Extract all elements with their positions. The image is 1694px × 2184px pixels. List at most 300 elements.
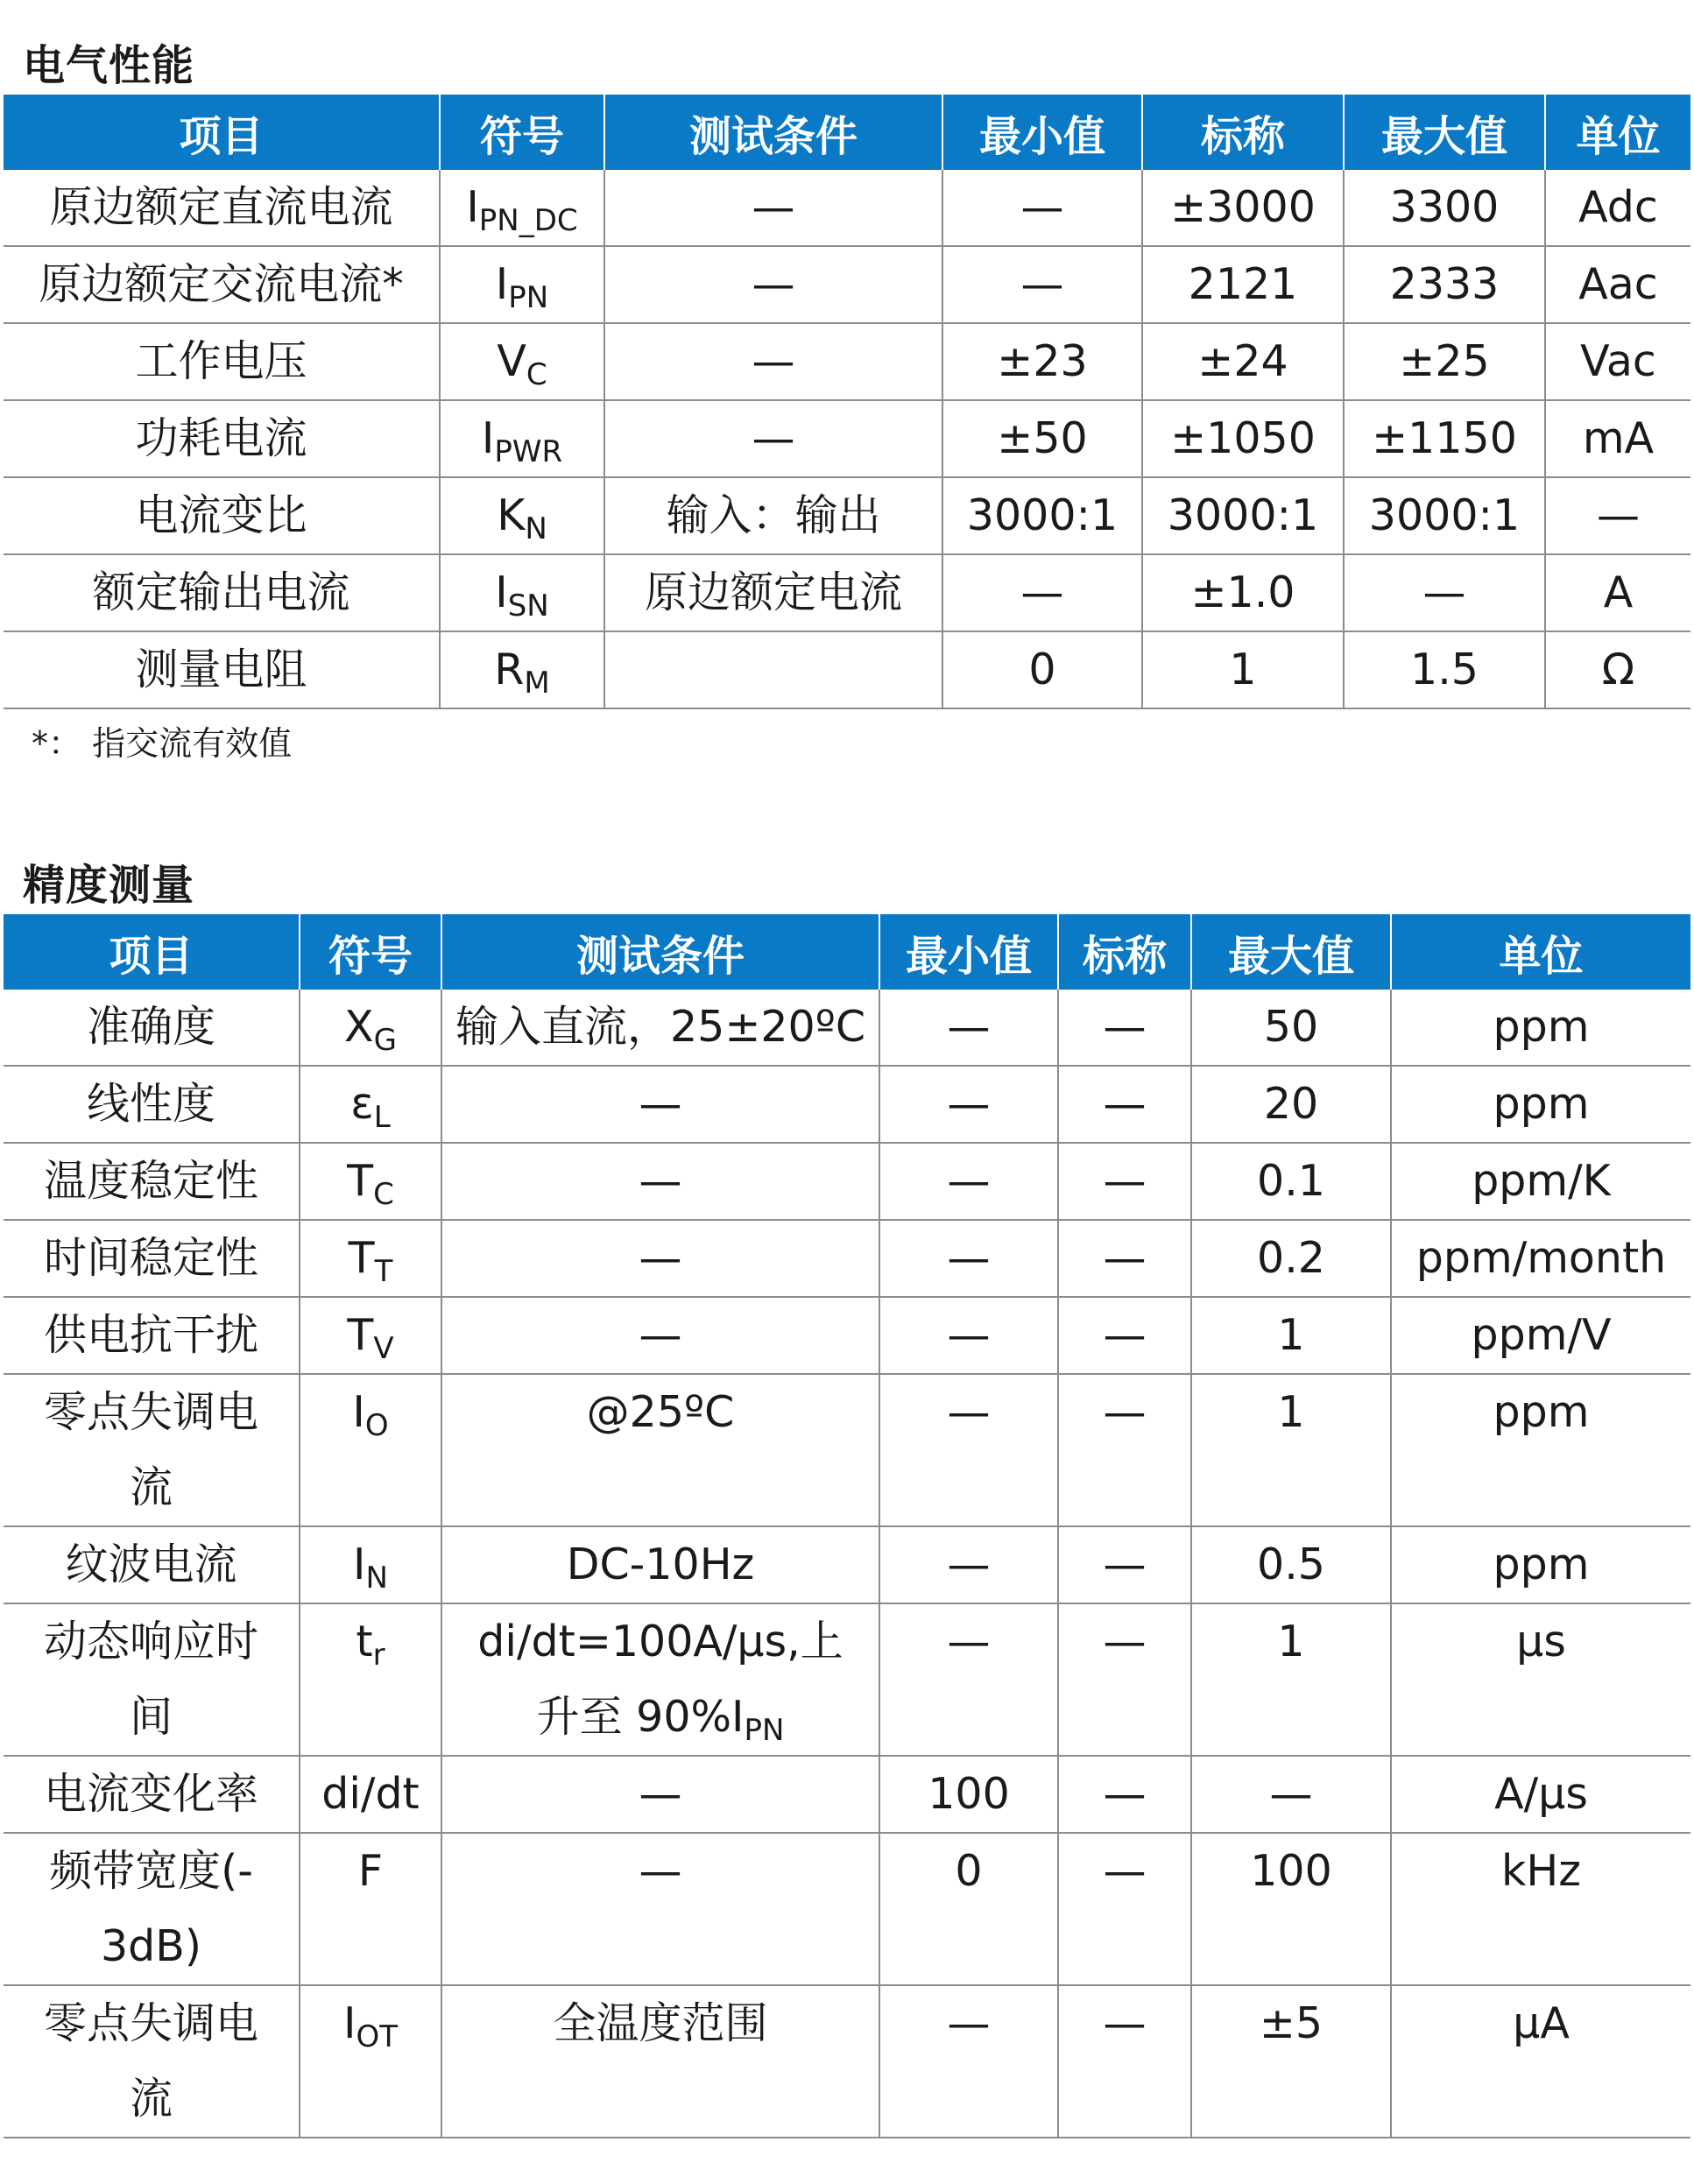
table-row [4, 1297, 1690, 1374]
cell-max [1191, 1526, 1391, 1603]
cell-condition [441, 1526, 879, 1603]
cell-unit [1545, 400, 1690, 477]
symbol-subscript: C [373, 1177, 394, 1212]
cell-item [4, 1603, 300, 1756]
cell-nominal-text: 1 [1229, 645, 1257, 694]
cell-nominal [1058, 1985, 1191, 2138]
cell-item [4, 1833, 300, 1985]
symbol-subscript: N [525, 511, 547, 546]
symbol-subscript: PN_DC [478, 203, 578, 238]
cell-unit [1391, 1603, 1690, 1756]
symbol-main: T [348, 1233, 375, 1283]
cell-nominal [1058, 1833, 1191, 1985]
symbol-subscript: O [364, 1408, 389, 1443]
cell-symbol [300, 1297, 441, 1374]
cell-condition-text: — [752, 259, 795, 309]
cell-unit-text: Adc [1578, 182, 1658, 232]
cell-condition [441, 1066, 879, 1143]
cell-condition-text: 输入直流，25±20ºC [455, 1002, 866, 1052]
header-max: 最大值 [1191, 914, 1391, 990]
cell-nominal [1058, 1143, 1191, 1220]
header-min: 最小值 [942, 95, 1142, 170]
cell-unit [1545, 477, 1690, 554]
symbol-main: X [344, 1002, 374, 1052]
cell-nominal-text: 2121 [1188, 259, 1298, 309]
cell-item-text: 温度稳定性 [43, 1156, 258, 1206]
cell-nominal-text: ±24 [1197, 336, 1288, 386]
cell-symbol [300, 1066, 441, 1143]
cell-item-text: 准确度 [86, 1002, 215, 1052]
cell-item-text: 零点失调电流 [43, 1998, 258, 2124]
cell-symbol [440, 246, 604, 323]
symbol-main: t [356, 1617, 373, 1666]
cell-min-text: — [1020, 182, 1064, 232]
symbol-subscript: N [365, 1561, 388, 1596]
symbol-subscript: r [372, 1638, 385, 1673]
cell-min-text: 0 [1028, 645, 1056, 694]
cell-item [4, 990, 300, 1066]
cell-min [879, 1374, 1058, 1526]
cell-item [4, 246, 440, 323]
precision-table [4, 914, 1690, 2138]
cell-symbol [440, 554, 604, 631]
cell-condition-text: — [752, 182, 795, 232]
cell-nominal [1058, 1066, 1191, 1143]
cell-item-text: 电流变比 [135, 490, 307, 540]
cell-item-text: 功耗电流 [135, 413, 307, 463]
cell-min [942, 170, 1142, 246]
cell-min [942, 554, 1142, 631]
cell-nominal-text: — [1103, 1002, 1147, 1052]
cell-symbol [440, 477, 604, 554]
cell-min [879, 1985, 1058, 2138]
cell-min-text: — [947, 1079, 991, 1129]
symbol-subscript: OT [356, 2019, 398, 2054]
table-row [4, 323, 1690, 400]
cell-condition-text: @25ºC [586, 1387, 735, 1437]
symbol-main: V [497, 336, 526, 386]
header-nominal: 标称 [1142, 95, 1344, 170]
symbol-subscript: M [524, 666, 550, 701]
cell-nominal [1142, 631, 1344, 708]
cell-max-text: 0.2 [1257, 1233, 1325, 1283]
table-row [4, 1220, 1690, 1297]
cell-item [4, 554, 440, 631]
cell-condition [441, 1985, 879, 2138]
cell-unit-text: mA [1582, 413, 1655, 463]
cell-condition [441, 1833, 879, 1985]
cell-min-text: — [947, 1387, 991, 1437]
condition-subscript: PN [744, 1713, 785, 1748]
cell-min [942, 400, 1142, 477]
header-condition: 测试条件 [441, 914, 879, 990]
cell-max-text: 100 [1250, 1846, 1332, 1896]
cell-nominal-text: — [1103, 1079, 1147, 1129]
cell-unit-text: ppm [1493, 1079, 1590, 1129]
cell-min [942, 246, 1142, 323]
cell-item [4, 1374, 300, 1526]
cell-condition-text: — [639, 1233, 682, 1283]
cell-nominal-text: — [1103, 1617, 1147, 1666]
cell-min-text: ±23 [997, 336, 1088, 386]
cell-condition-text: — [639, 1769, 682, 1819]
cell-nominal [1058, 1297, 1191, 1374]
cell-item [4, 170, 440, 246]
cell-nominal [1142, 246, 1344, 323]
table-row [4, 631, 1690, 708]
cell-unit-text: μA [1513, 1998, 1570, 2048]
cell-unit [1391, 1143, 1690, 1220]
symbol-subscript: PWR [494, 434, 563, 469]
electrical-section-title: 电气性能 [23, 41, 195, 90]
header-item: 项目 [4, 95, 440, 170]
cell-item-text: 动态响应时间 [43, 1617, 258, 1742]
symbol-main: F [357, 1846, 384, 1896]
cell-nominal [1142, 323, 1344, 400]
cell-condition [441, 990, 879, 1066]
header-max: 最大值 [1344, 95, 1545, 170]
cell-condition-text: — [752, 336, 795, 386]
cell-condition [441, 1374, 879, 1526]
cell-min-text: 0 [955, 1846, 983, 1896]
cell-nominal [1058, 1603, 1191, 1756]
cell-unit-text: A/μs [1494, 1769, 1588, 1819]
cell-nominal-text: — [1103, 1233, 1147, 1283]
cell-min-text: — [947, 1539, 991, 1589]
cell-item [4, 631, 440, 708]
cell-nominal [1058, 1526, 1191, 1603]
cell-unit [1545, 554, 1690, 631]
cell-max-text: 1 [1277, 1310, 1305, 1360]
cell-item [4, 323, 440, 400]
cell-min-text: — [947, 1002, 991, 1052]
symbol-main: R [494, 645, 525, 694]
cell-min [879, 1603, 1058, 1756]
cell-max [1344, 631, 1545, 708]
symbol-subscript: L [373, 1100, 391, 1135]
cell-nominal-text: — [1103, 1387, 1147, 1437]
table-row [4, 1526, 1690, 1603]
cell-min [879, 1833, 1058, 1985]
cell-max [1344, 477, 1545, 554]
cell-max-text: 1 [1277, 1617, 1305, 1666]
cell-max-text: 20 [1263, 1079, 1319, 1129]
cell-unit [1545, 246, 1690, 323]
cell-max-text: ±25 [1399, 336, 1490, 386]
cell-min-text: — [947, 1233, 991, 1283]
cell-min-text: ±50 [997, 413, 1088, 463]
header-unit: 单位 [1391, 914, 1690, 990]
cell-min-text: — [947, 1998, 991, 2048]
cell-item-text: 额定输出电流 [92, 567, 350, 617]
precision-section-title: 精度测量 [23, 861, 195, 910]
cell-unit [1391, 990, 1690, 1066]
cell-unit [1391, 1756, 1690, 1833]
cell-unit-text: ppm [1493, 1002, 1590, 1052]
cell-item-text: 测量电阻 [135, 645, 307, 694]
cell-condition [441, 1143, 879, 1220]
cell-nominal [1058, 990, 1191, 1066]
cell-unit-text: A [1603, 567, 1634, 617]
cell-nominal-text: — [1103, 1998, 1147, 2048]
cell-nominal [1058, 1220, 1191, 1297]
header-condition: 测试条件 [604, 95, 942, 170]
cell-max-text: — [1269, 1769, 1313, 1819]
cell-symbol [300, 1756, 441, 1833]
cell-condition [604, 631, 942, 708]
cell-unit-text: Ω [1601, 645, 1635, 694]
symbol-main: I [343, 1998, 356, 2048]
symbol-main: I [495, 259, 509, 309]
cell-condition-text: di/dt=100A/μs,上升至 90%I [477, 1617, 843, 1742]
cell-nominal-text: 3000:1 [1167, 490, 1319, 540]
cell-unit [1391, 1985, 1690, 2138]
cell-item-text: 工作电压 [135, 336, 307, 386]
cell-unit-text: Vac [1580, 336, 1656, 386]
symbol-main: I [353, 1539, 366, 1589]
cell-item-text: 线性度 [86, 1079, 215, 1129]
cell-item-text: 纹波电流 [65, 1539, 237, 1589]
cell-condition-text: — [639, 1846, 682, 1896]
cell-max [1191, 990, 1391, 1066]
cell-item-text: 原边额定直流电流 [49, 182, 393, 232]
cell-item-text: 零点失调电流 [43, 1387, 258, 1512]
cell-unit [1391, 1220, 1690, 1297]
cell-max [1191, 1297, 1391, 1374]
table-row [4, 1833, 1690, 1985]
cell-max [1344, 400, 1545, 477]
symbol-main: I [466, 182, 479, 232]
cell-condition-text: — [639, 1156, 682, 1206]
header-min: 最小值 [879, 914, 1058, 990]
cell-max [1344, 170, 1545, 246]
header-item: 项目 [4, 914, 300, 990]
cell-nominal-text: — [1103, 1769, 1147, 1819]
cell-nominal-text: ±1050 [1170, 413, 1316, 463]
cell-symbol [300, 990, 441, 1066]
cell-item-text: 时间稳定性 [43, 1233, 258, 1283]
cell-min [942, 477, 1142, 554]
symbol-subscript: SN [507, 588, 549, 623]
cell-condition-text: 全温度范围 [553, 1998, 768, 2048]
cell-nominal [1142, 477, 1344, 554]
cell-condition [604, 170, 942, 246]
cell-min-text: 100 [928, 1769, 1010, 1819]
cell-max-text: 0.5 [1257, 1539, 1325, 1589]
cell-min-text: 3000:1 [966, 490, 1119, 540]
cell-min [879, 1143, 1058, 1220]
cell-condition-text: — [639, 1310, 682, 1360]
cell-symbol [300, 1833, 441, 1985]
cell-max [1191, 1833, 1391, 1985]
table-row [4, 400, 1690, 477]
cell-condition-text: 输入：输出 [666, 490, 881, 540]
cell-symbol [300, 1143, 441, 1220]
cell-max-text: 1 [1277, 1387, 1305, 1437]
cell-max [1344, 246, 1545, 323]
cell-max [1191, 1756, 1391, 1833]
cell-max [1191, 1603, 1391, 1756]
cell-max-text: 3300 [1389, 182, 1500, 232]
cell-condition [604, 246, 942, 323]
cell-unit-text: ppm [1493, 1387, 1590, 1437]
symbol-main: I [495, 567, 508, 617]
cell-condition-text: — [639, 1079, 682, 1129]
cell-unit-text: ppm/K [1472, 1156, 1611, 1206]
cell-unit-text: Aac [1578, 259, 1658, 309]
cell-nominal-text: — [1103, 1846, 1147, 1896]
cell-nominal [1058, 1756, 1191, 1833]
table-row [4, 990, 1690, 1066]
cell-min-text: — [1020, 567, 1064, 617]
table-row [4, 1603, 1690, 1756]
symbol-subscript: V [373, 1331, 394, 1366]
cell-unit [1545, 170, 1690, 246]
cell-nominal-text: ±1.0 [1190, 567, 1295, 617]
cell-min-text: — [947, 1156, 991, 1206]
cell-symbol [440, 323, 604, 400]
cell-unit [1391, 1297, 1690, 1374]
cell-symbol [300, 1374, 441, 1526]
cell-symbol [300, 1985, 441, 2138]
cell-max-text: 2333 [1389, 259, 1500, 309]
table-row [4, 1756, 1690, 1833]
cell-symbol [440, 170, 604, 246]
table-row [4, 170, 1690, 246]
header-symbol: 符号 [440, 95, 604, 170]
cell-symbol [300, 1220, 441, 1297]
cell-unit-text: — [1597, 490, 1640, 540]
cell-item [4, 1297, 300, 1374]
cell-symbol [440, 631, 604, 708]
electrical-table [4, 95, 1690, 709]
cell-min [879, 1066, 1058, 1143]
cell-min [942, 631, 1142, 708]
cell-condition [441, 1220, 879, 1297]
cell-item [4, 1985, 300, 2138]
cell-nominal [1058, 1374, 1191, 1526]
cell-item [4, 477, 440, 554]
symbol-subscript: C [526, 357, 547, 392]
cell-item [4, 1526, 300, 1603]
cell-item [4, 1143, 300, 1220]
symbol-main: K [497, 490, 526, 540]
cell-condition [604, 477, 942, 554]
table-row [4, 477, 1690, 554]
cell-max-text: ±5 [1259, 1998, 1323, 2048]
symbol-main: T [347, 1310, 374, 1360]
cell-min [942, 323, 1142, 400]
cell-unit [1391, 1833, 1690, 1985]
cell-unit-text: ppm/month [1415, 1233, 1667, 1283]
cell-nominal [1142, 400, 1344, 477]
symbol-main: T [347, 1156, 374, 1206]
cell-item [4, 400, 440, 477]
cell-unit-text: kHz [1501, 1846, 1581, 1896]
cell-max [1191, 1374, 1391, 1526]
cell-min [879, 1297, 1058, 1374]
symbol-main: I [481, 413, 495, 463]
cell-unit [1391, 1374, 1690, 1526]
cell-max-text: 3000:1 [1368, 490, 1521, 540]
cell-nominal [1142, 170, 1344, 246]
electrical-header-row [4, 95, 1690, 170]
cell-max [1344, 554, 1545, 631]
table-row [4, 1143, 1690, 1220]
cell-condition [441, 1297, 879, 1374]
cell-nominal-text: — [1103, 1539, 1147, 1589]
symbol-main: I [352, 1387, 365, 1437]
cell-item-text: 频带宽度(-3dB) [49, 1846, 253, 1971]
cell-nominal-text: — [1103, 1310, 1147, 1360]
cell-item-text: 电流变化率 [43, 1769, 258, 1819]
cell-max [1344, 323, 1545, 400]
symbol-subscript: T [374, 1254, 393, 1289]
cell-max [1191, 1143, 1391, 1220]
table-row [4, 246, 1690, 323]
symbol-main: di/dt [321, 1769, 420, 1819]
cell-min-text: — [947, 1617, 991, 1666]
header-symbol: 符号 [300, 914, 441, 990]
cell-condition-text: 原边额定电流 [644, 567, 902, 617]
cell-min [879, 1756, 1058, 1833]
header-unit: 单位 [1545, 95, 1690, 170]
precision-header-row [4, 914, 1690, 990]
table-row [4, 1066, 1690, 1143]
cell-nominal-text: ±3000 [1170, 182, 1316, 232]
cell-condition [604, 323, 942, 400]
cell-unit-text: μs [1516, 1617, 1566, 1666]
cell-symbol [300, 1526, 441, 1603]
symbol-subscript: PN [508, 280, 549, 315]
cell-condition-text: — [752, 413, 795, 463]
cell-min [879, 1526, 1058, 1603]
cell-max [1191, 1066, 1391, 1143]
cell-max [1191, 1985, 1391, 2138]
cell-unit-text: ppm/V [1471, 1310, 1612, 1360]
cell-max-text: 0.1 [1257, 1156, 1325, 1206]
cell-symbol [440, 400, 604, 477]
cell-max [1191, 1220, 1391, 1297]
cell-min-text: — [947, 1310, 991, 1360]
header-nominal: 标称 [1058, 914, 1191, 990]
symbol-subscript: G [373, 1023, 397, 1058]
cell-nominal-text: — [1103, 1156, 1147, 1206]
table-row [4, 1985, 1690, 2138]
cell-symbol [300, 1603, 441, 1756]
cell-condition [441, 1603, 879, 1756]
cell-max-text: ±1150 [1372, 413, 1517, 463]
cell-item [4, 1756, 300, 1833]
cell-unit [1391, 1066, 1690, 1143]
cell-item-text: 供电抗干扰 [43, 1310, 258, 1360]
cell-condition-text: DC-10Hz [566, 1539, 755, 1589]
cell-item [4, 1220, 300, 1297]
cell-min [879, 990, 1058, 1066]
cell-item [4, 1066, 300, 1143]
cell-unit-text: ppm [1493, 1539, 1590, 1589]
footnote: *： 指交流有效值 [32, 724, 293, 763]
cell-item-text: 原边额定交流电流* [39, 259, 404, 309]
cell-max-text: 50 [1263, 1002, 1319, 1052]
cell-max-text: 1.5 [1410, 645, 1479, 694]
cell-condition [604, 554, 942, 631]
cell-unit [1545, 631, 1690, 708]
cell-nominal [1142, 554, 1344, 631]
cell-condition [604, 400, 942, 477]
table-row [4, 1374, 1690, 1526]
cell-max-text: — [1422, 567, 1466, 617]
